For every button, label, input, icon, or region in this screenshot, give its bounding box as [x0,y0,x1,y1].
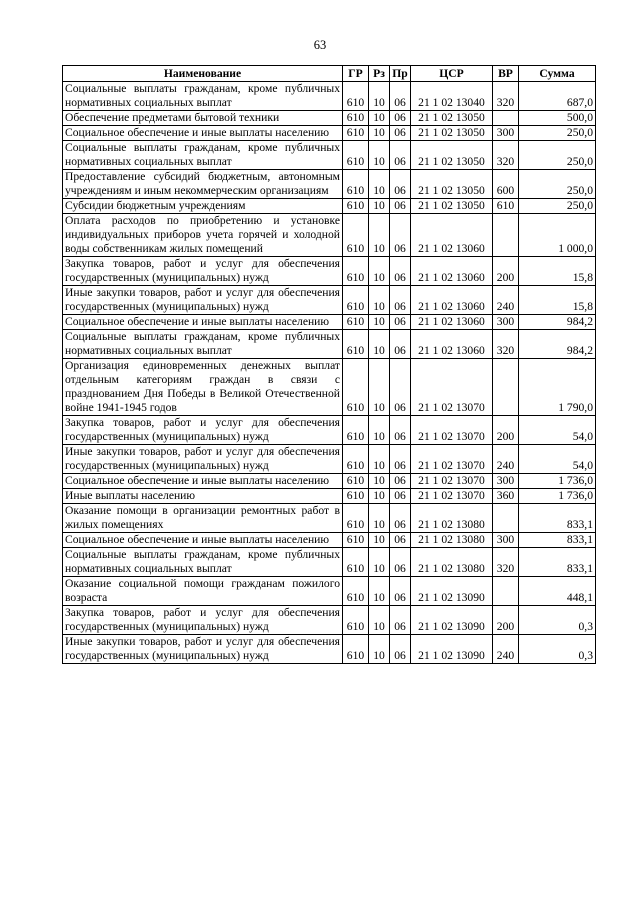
cell-vr: 300 [493,533,519,548]
cell-pr: 06 [390,126,411,141]
cell-name: Оказание социальной помощи гражданам пожилого возраста [63,577,343,606]
cell-sum: 15,8 [519,257,596,286]
cell-vr: 320 [493,330,519,359]
cell-sum: 1 000,0 [519,214,596,257]
cell-csr: 21 1 02 13080 [411,504,493,533]
cell-name: Закупка товаров, работ и услуг для обеспечения государственных (муниципальных) нужд [63,606,343,635]
cell-vr [493,214,519,257]
table-row [63,445,596,474]
table-row [63,635,596,664]
cell-csr: 21 1 02 13060 [411,286,493,315]
cell-csr: 21 1 02 13040 [411,82,493,111]
cell-rz: 10 [369,170,390,199]
cell-name: Социальное обеспечение и иные выплаты населению [63,474,343,489]
cell-sum: 448,1 [519,577,596,606]
cell-csr: 21 1 02 13090 [411,577,493,606]
cell-vr: 320 [493,82,519,111]
table-header-row [63,66,596,82]
cell-gr: 610 [343,445,369,474]
cell-csr: 21 1 02 13060 [411,330,493,359]
cell-pr: 06 [390,606,411,635]
cell-sum: 1 736,0 [519,489,596,504]
cell-sum: 984,2 [519,315,596,330]
cell-name: Иные закупки товаров, работ и услуг для обеспечения государственных (муниципальных) нужд [63,445,343,474]
table-row [63,199,596,214]
cell-pr: 06 [390,257,411,286]
cell-csr: 21 1 02 13050 [411,199,493,214]
cell-name: Оказание помощи в организации ремонтных работ в жилых помещениях [63,504,343,533]
cell-sum: 54,0 [519,445,596,474]
cell-csr: 21 1 02 13060 [411,214,493,257]
cell-rz: 10 [369,474,390,489]
table-row [63,548,596,577]
table-row [63,474,596,489]
cell-vr: 610 [493,199,519,214]
cell-sum: 500,0 [519,111,596,126]
cell-pr: 06 [390,199,411,214]
cell-rz: 10 [369,359,390,416]
cell-pr: 06 [390,489,411,504]
cell-vr [493,504,519,533]
cell-gr: 610 [343,548,369,577]
cell-gr: 610 [343,606,369,635]
cell-name: Оплата расходов по приобретению и установке индивидуальных приборов учета горячей и холодной воды собственникам жилых помещений [63,214,343,257]
cell-csr: 21 1 02 13080 [411,533,493,548]
cell-rz: 10 [369,533,390,548]
cell-sum: 250,0 [519,170,596,199]
header-name: Наименование [63,66,343,82]
header-rz: Рз [369,66,390,82]
cell-sum: 833,1 [519,504,596,533]
table-row [63,606,596,635]
cell-rz: 10 [369,82,390,111]
cell-gr: 610 [343,474,369,489]
cell-name: Иные выплаты населению [63,489,343,504]
table-row [63,504,596,533]
cell-vr: 240 [493,286,519,315]
table-row [63,315,596,330]
cell-pr: 06 [390,111,411,126]
cell-pr: 06 [390,286,411,315]
cell-sum: 687,0 [519,82,596,111]
cell-gr: 610 [343,504,369,533]
cell-sum: 984,2 [519,330,596,359]
cell-csr: 21 1 02 13070 [411,359,493,416]
cell-gr: 610 [343,635,369,664]
cell-gr: 610 [343,199,369,214]
cell-sum: 250,0 [519,126,596,141]
table-row [63,330,596,359]
cell-name: Организация единовременных денежных выплат отдельным категориям граждан в связи с празднованием Дня Победы в Великой Отечественной войне 1941-1945 годов [63,359,343,416]
cell-csr: 21 1 02 13060 [411,315,493,330]
cell-pr: 06 [390,548,411,577]
cell-vr [493,111,519,126]
cell-pr: 06 [390,504,411,533]
table-row [63,126,596,141]
table-row [63,416,596,445]
cell-gr: 610 [343,170,369,199]
cell-rz: 10 [369,286,390,315]
cell-sum: 250,0 [519,141,596,170]
table-row [63,533,596,548]
table-row [63,111,596,126]
cell-gr: 610 [343,111,369,126]
cell-name: Закупка товаров, работ и услуг для обеспечения государственных (муниципальных) нужд [63,416,343,445]
table-row [63,214,596,257]
cell-gr: 610 [343,577,369,606]
cell-pr: 06 [390,214,411,257]
cell-vr: 320 [493,141,519,170]
cell-gr: 610 [343,315,369,330]
cell-sum: 54,0 [519,416,596,445]
cell-vr: 240 [493,445,519,474]
cell-vr: 300 [493,315,519,330]
cell-rz: 10 [369,548,390,577]
cell-gr: 610 [343,359,369,416]
cell-sum: 833,1 [519,548,596,577]
budget-table [62,65,596,664]
cell-rz: 10 [369,330,390,359]
cell-name: Социальные выплаты гражданам, кроме публичных нормативных социальных выплат [63,141,343,170]
cell-rz: 10 [369,577,390,606]
cell-sum: 0,3 [519,606,596,635]
header-gr: ГР [343,66,369,82]
cell-pr: 06 [390,330,411,359]
cell-csr: 21 1 02 13070 [411,445,493,474]
table-body [63,82,596,664]
table-row [63,257,596,286]
cell-gr: 610 [343,489,369,504]
cell-name: Социальные выплаты гражданам, кроме публичных нормативных социальных выплат [63,82,343,111]
cell-csr: 21 1 02 13050 [411,141,493,170]
cell-csr: 21 1 02 13080 [411,548,493,577]
cell-rz: 10 [369,606,390,635]
cell-vr: 200 [493,606,519,635]
cell-rz: 10 [369,126,390,141]
header-pr: Пр [390,66,411,82]
cell-name: Обеспечение предметами бытовой техники [63,111,343,126]
page-number: 63 [313,38,327,52]
cell-vr: 240 [493,635,519,664]
cell-rz: 10 [369,489,390,504]
table-row [63,489,596,504]
cell-vr: 600 [493,170,519,199]
cell-pr: 06 [390,445,411,474]
cell-csr: 21 1 02 13090 [411,635,493,664]
cell-rz: 10 [369,416,390,445]
cell-csr: 21 1 02 13070 [411,416,493,445]
header-sum: Сумма [519,66,596,82]
cell-sum: 15,8 [519,286,596,315]
cell-csr: 21 1 02 13070 [411,489,493,504]
table-row [63,359,596,416]
cell-gr: 610 [343,286,369,315]
table-row [63,170,596,199]
cell-name: Закупка товаров, работ и услуг для обеспечения государственных (муниципальных) нужд [63,257,343,286]
cell-vr: 300 [493,474,519,489]
cell-name: Социальное обеспечение и иные выплаты населению [63,533,343,548]
cell-pr: 06 [390,474,411,489]
cell-name: Социальные выплаты гражданам, кроме публичных нормативных социальных выплат [63,330,343,359]
cell-rz: 10 [369,445,390,474]
cell-rz: 10 [369,199,390,214]
cell-gr: 610 [343,141,369,170]
cell-csr: 21 1 02 13060 [411,257,493,286]
cell-name: Социальное обеспечение и иные выплаты населению [63,126,343,141]
cell-pr: 06 [390,141,411,170]
cell-rz: 10 [369,257,390,286]
cell-gr: 610 [343,126,369,141]
cell-pr: 06 [390,577,411,606]
cell-name: Предоставление субсидий бюджетным, автономным учреждениям и иным некоммерческим организациям [63,170,343,199]
header-vr: ВР [493,66,519,82]
cell-sum: 250,0 [519,199,596,214]
table-row [63,577,596,606]
cell-rz: 10 [369,141,390,170]
cell-vr: 200 [493,257,519,286]
cell-csr: 21 1 02 13070 [411,474,493,489]
cell-name: Иные закупки товаров, работ и услуг для обеспечения государственных (муниципальных) нужд [63,635,343,664]
cell-vr [493,577,519,606]
cell-pr: 06 [390,82,411,111]
cell-sum: 1 790,0 [519,359,596,416]
cell-gr: 610 [343,257,369,286]
cell-pr: 06 [390,533,411,548]
cell-name: Социальные выплаты гражданам, кроме публичных нормативных социальных выплат [63,548,343,577]
header-csr: ЦСР [411,66,493,82]
cell-vr: 360 [493,489,519,504]
cell-gr: 610 [343,214,369,257]
cell-rz: 10 [369,315,390,330]
cell-vr: 320 [493,548,519,577]
cell-name: Иные закупки товаров, работ и услуг для обеспечения государственных (муниципальных) нужд [63,286,343,315]
cell-sum: 0,3 [519,635,596,664]
cell-vr: 200 [493,416,519,445]
cell-gr: 610 [343,330,369,359]
cell-pr: 06 [390,315,411,330]
cell-rz: 10 [369,214,390,257]
cell-rz: 10 [369,111,390,126]
cell-csr: 21 1 02 13050 [411,170,493,199]
cell-gr: 610 [343,416,369,445]
table-row [63,286,596,315]
cell-csr: 21 1 02 13090 [411,606,493,635]
table-row [63,141,596,170]
cell-name: Социальное обеспечение и иные выплаты населению [63,315,343,330]
cell-rz: 10 [369,504,390,533]
cell-gr: 610 [343,82,369,111]
cell-csr: 21 1 02 13050 [411,126,493,141]
cell-vr [493,359,519,416]
cell-pr: 06 [390,635,411,664]
cell-vr: 300 [493,126,519,141]
cell-name: Субсидии бюджетным учреждениям [63,199,343,214]
cell-gr: 610 [343,533,369,548]
cell-pr: 06 [390,170,411,199]
cell-sum: 833,1 [519,533,596,548]
cell-csr: 21 1 02 13050 [411,111,493,126]
cell-sum: 1 736,0 [519,474,596,489]
table-row [63,82,596,111]
cell-pr: 06 [390,359,411,416]
cell-pr: 06 [390,416,411,445]
cell-rz: 10 [369,635,390,664]
